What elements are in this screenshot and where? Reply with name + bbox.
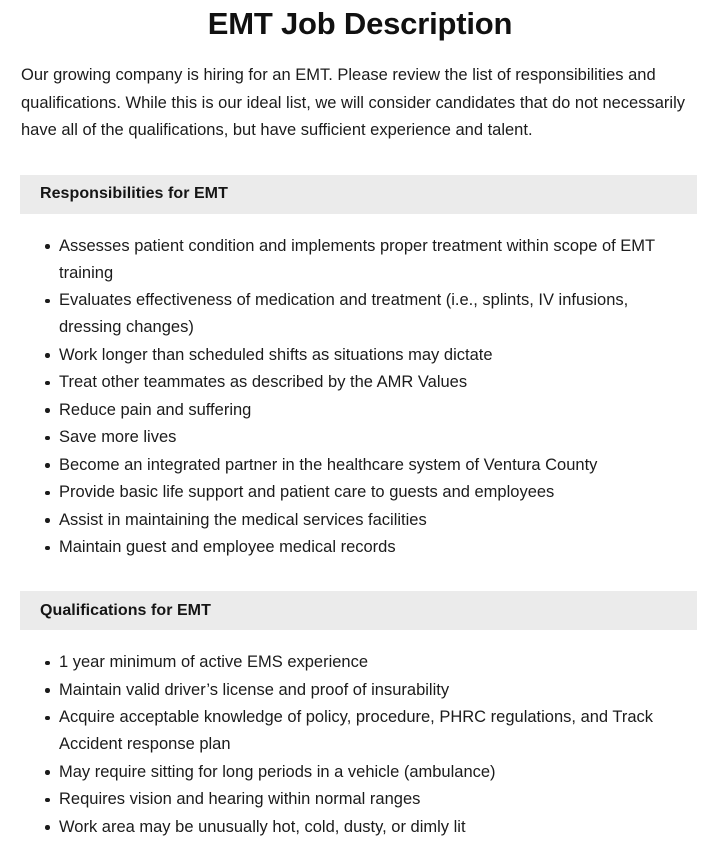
page-title: EMT Job Description: [207, 6, 513, 41]
list-item: Requires vision and hearing within normal ranges: [59, 786, 700, 813]
list-item: Maintain guest and employee medical records: [59, 534, 700, 561]
list-item: Become an integrated partner in the healthcare system of Ventura County: [59, 452, 700, 479]
list-item: Reduce pain and suffering: [59, 397, 700, 424]
list-item: Work area may be unusually hot, cold, dusty, or dimly lit: [59, 814, 700, 841]
section-heading-label: Qualifications for EMT: [40, 601, 211, 619]
list-item: Maintain valid driver’s license and proof of insurability: [59, 677, 700, 704]
intro-paragraph: Our growing company is hiring for an EMT. Please review the list of responsibilities and qualifications. While this is our ideal list, we will consider candidates that do not necessarily have all of the qualifications, but have sufficient experience and talent.: [21, 66, 685, 139]
list-item: 1 year minimum of active EMS experience: [59, 649, 700, 676]
list-item: Work longer than scheduled shifts as situations may dictate: [59, 342, 700, 369]
list-item: Acquire acceptable knowledge of policy, procedure, PHRC regulations, and Track Accident response plan: [59, 704, 700, 758]
section-header-responsibilities: [20, 175, 697, 214]
section-responsibilities: [0, 175, 720, 562]
qualifications-list: [0, 630, 720, 841]
list-item: Provide basic life support and patient care to guests and employees: [59, 479, 700, 506]
section-qualifications: [0, 591, 720, 841]
section-heading-label: Responsibilities for EMT: [40, 185, 228, 202]
list-item: Assesses patient condition and implements proper treatment within scope of EMT training: [59, 233, 700, 287]
list-item: Treat other teammates as described by the AMR Values: [59, 369, 700, 396]
list-item: Evaluates effectiveness of medication and treatment (i.e., splints, IV infusions, dressing changes): [59, 287, 700, 341]
responsibilities-list: [0, 214, 720, 562]
list-item: Save more lives: [59, 424, 700, 451]
list-item: May require sitting for long periods in a vehicle (ambulance): [59, 759, 700, 786]
section-header-qualifications: [20, 591, 697, 630]
list-item: Assist in maintaining the medical services facilities: [59, 507, 700, 534]
